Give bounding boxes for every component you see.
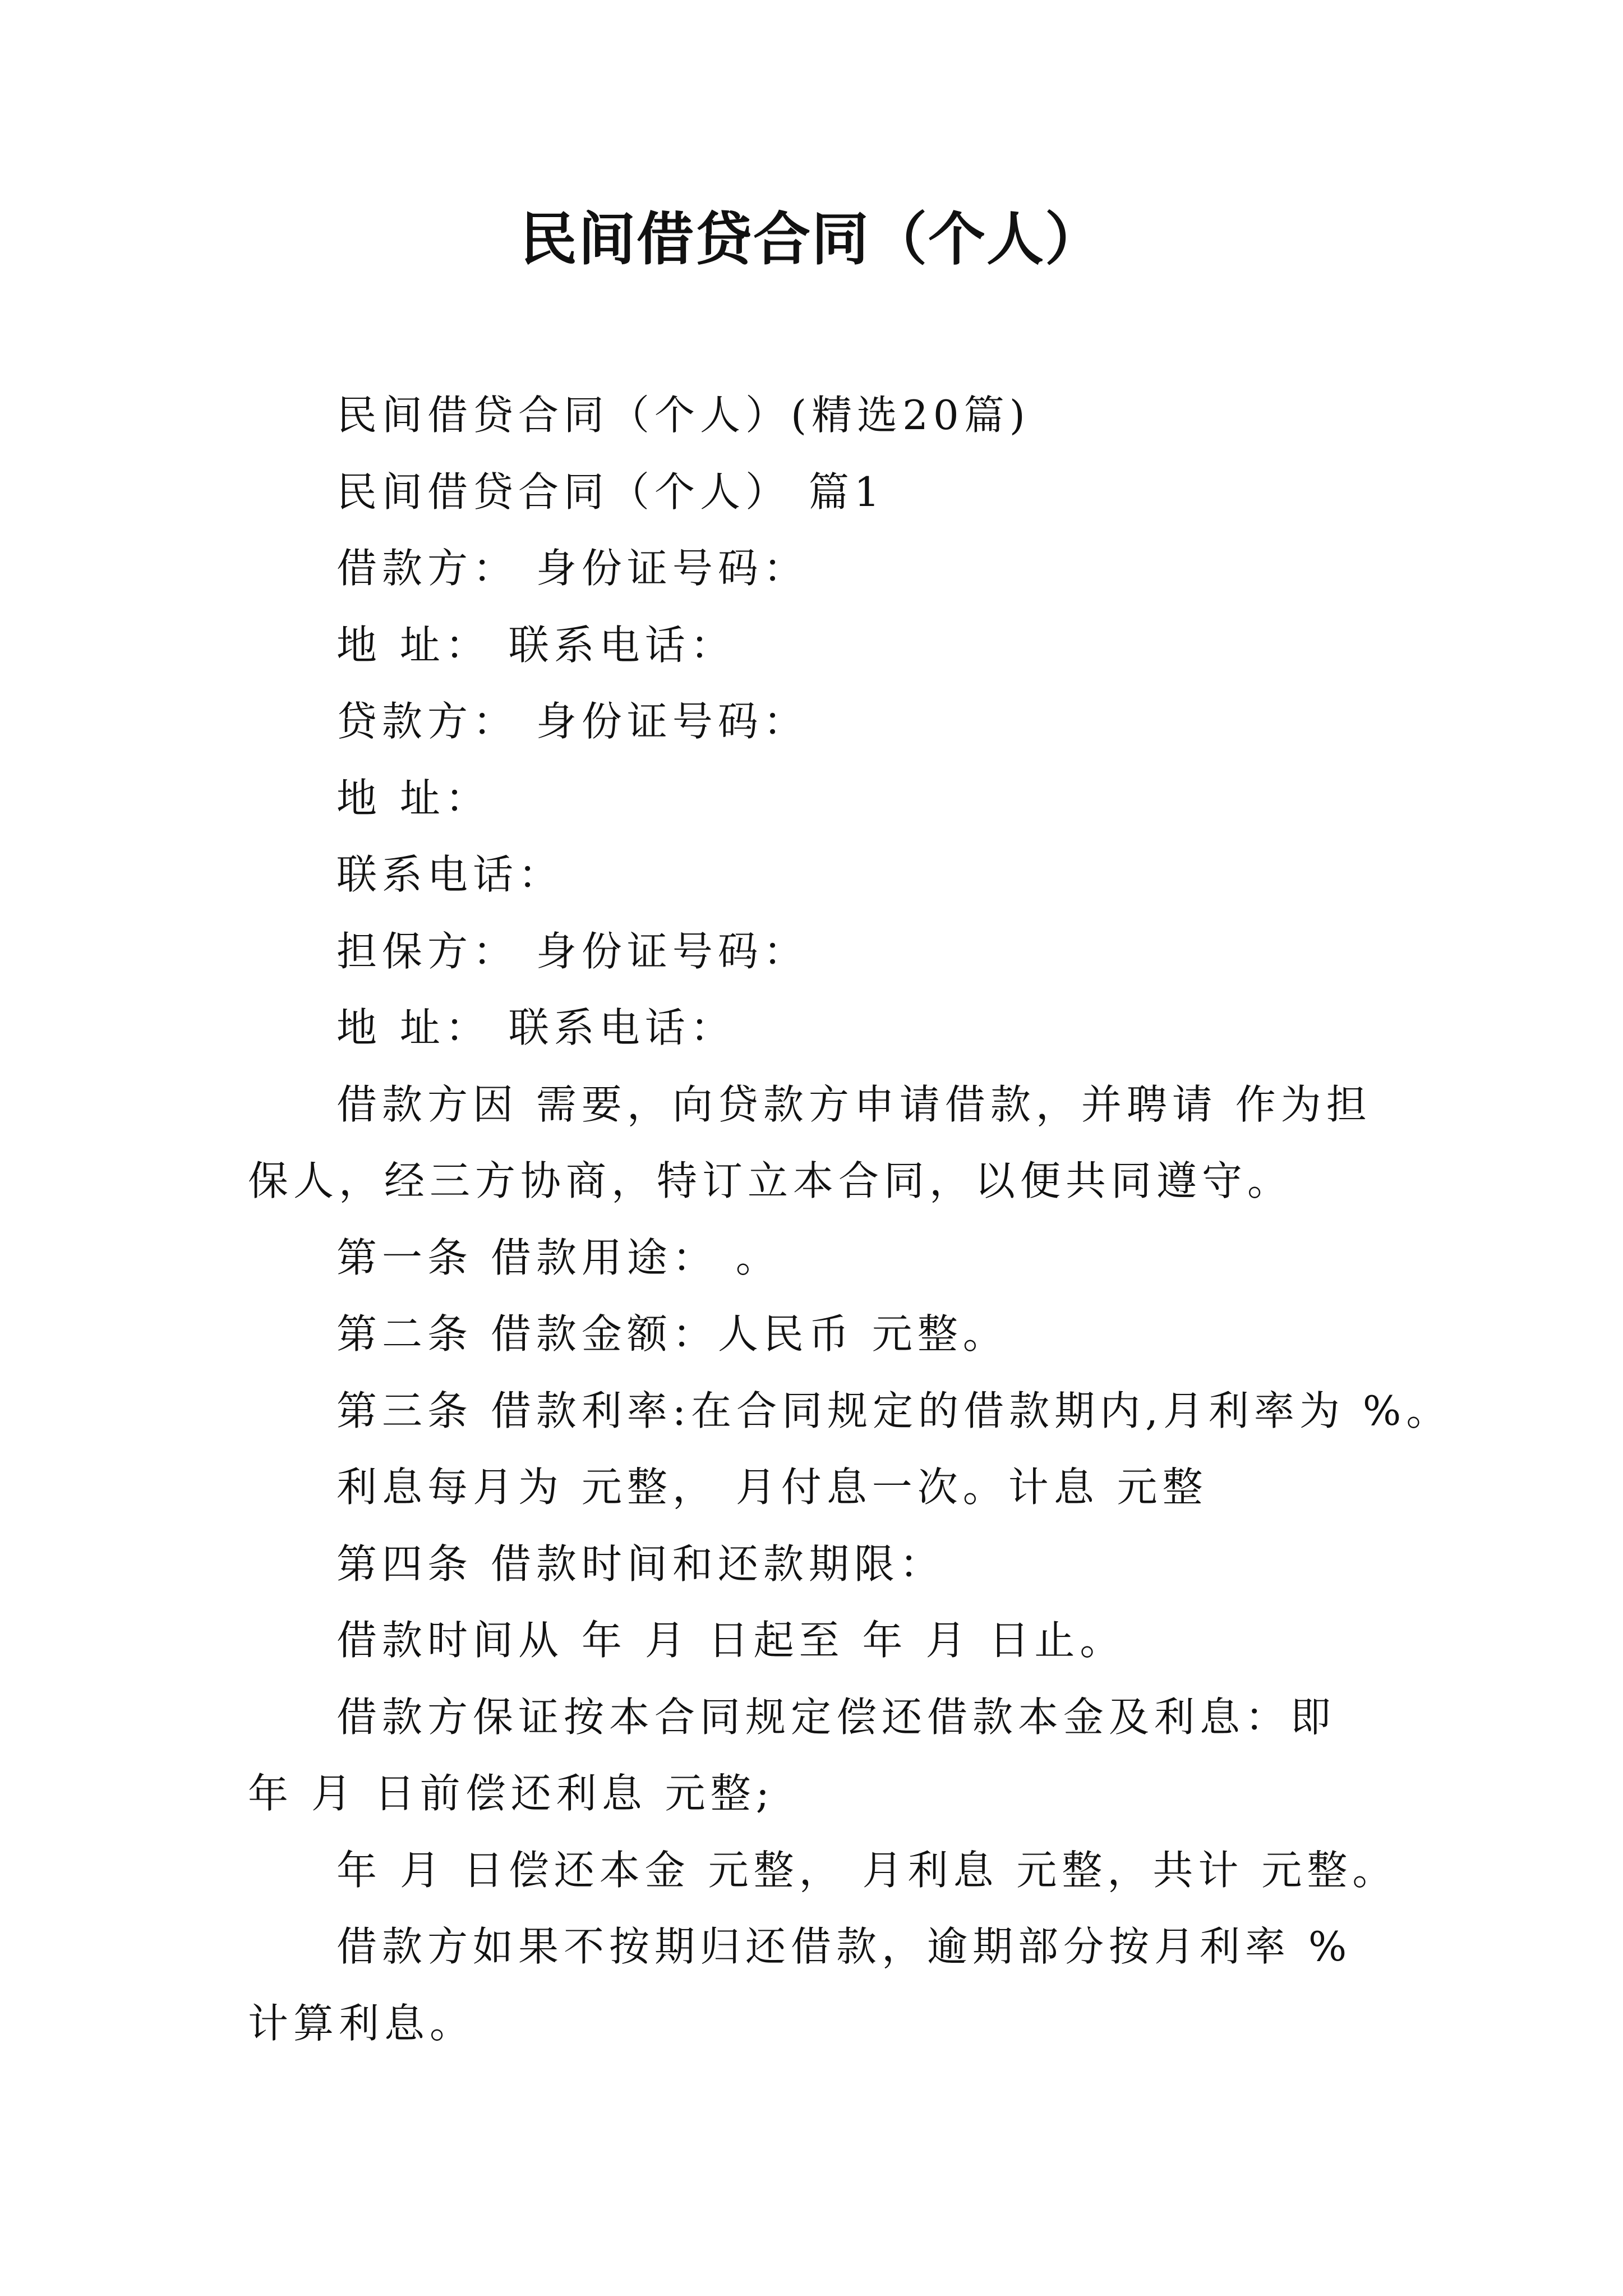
paragraph-guarantor-address: 地 址： 联系电话： [336,1004,736,1051]
document-body [248,377,1452,2062]
paragraph-lender-phone: 联系电话： [336,851,564,898]
paragraph-interest: 利息每月为 元整， 月付息一次。计息 元整 [336,1464,1208,1511]
paragraph-lender-id: 贷款方： 身份证号码： [336,698,809,745]
paragraph-lender-address: 地 址： [336,774,491,822]
paragraph-repayment-guarantee: 借款方保证按本合同规定偿还借款本金及利息：即 年 月 日前偿还利息 元整; [248,1693,1336,1817]
paragraph-article-1: 第一条 借款用途： 。 [336,1234,781,1281]
paragraph-loan-period: 借款时间从 年 月 日起至 年 月 日止。 [336,1617,1126,1664]
paragraph-overdue-interest: 借款方如果不按期归还借款，逾期部分按月利率 %计算利息。 [248,1923,1352,2047]
paragraph-repayment-schedule: 年 月 日偿还本金 元整， 月利息 元整，共计 元整。 [336,1846,1398,1894]
document-title: 民间借贷合同（个人） [520,206,1103,273]
paragraph-article-4: 第四条 借款时间和还款期限： [336,1540,945,1588]
paragraph-section-title: 民间借贷合同（个人） 篇1 [336,468,885,516]
paragraph-collection-title: 民间借贷合同（个人）(精选20篇) [336,392,1030,439]
paragraph-borrower-id: 借款方： 身份证号码： [336,545,809,592]
paragraph-preamble: 借款方因 需要，向贷款方申请借款，并聘请 作为担保人，经三方协商，特订立本合同，以便共同遵守。 [248,1080,1372,1204]
paragraph-guarantor-id: 担保方： 身份证号码： [336,927,809,975]
paragraph-borrower-address: 地 址： 联系电话： [336,621,736,669]
paragraph-article-2: 第二条 借款金额：人民币 元整。 [336,1310,1008,1358]
paragraph-article-3: 第三条 借款利率:在合同规定的借款期内,月利率为 %。 [336,1387,1452,1434]
